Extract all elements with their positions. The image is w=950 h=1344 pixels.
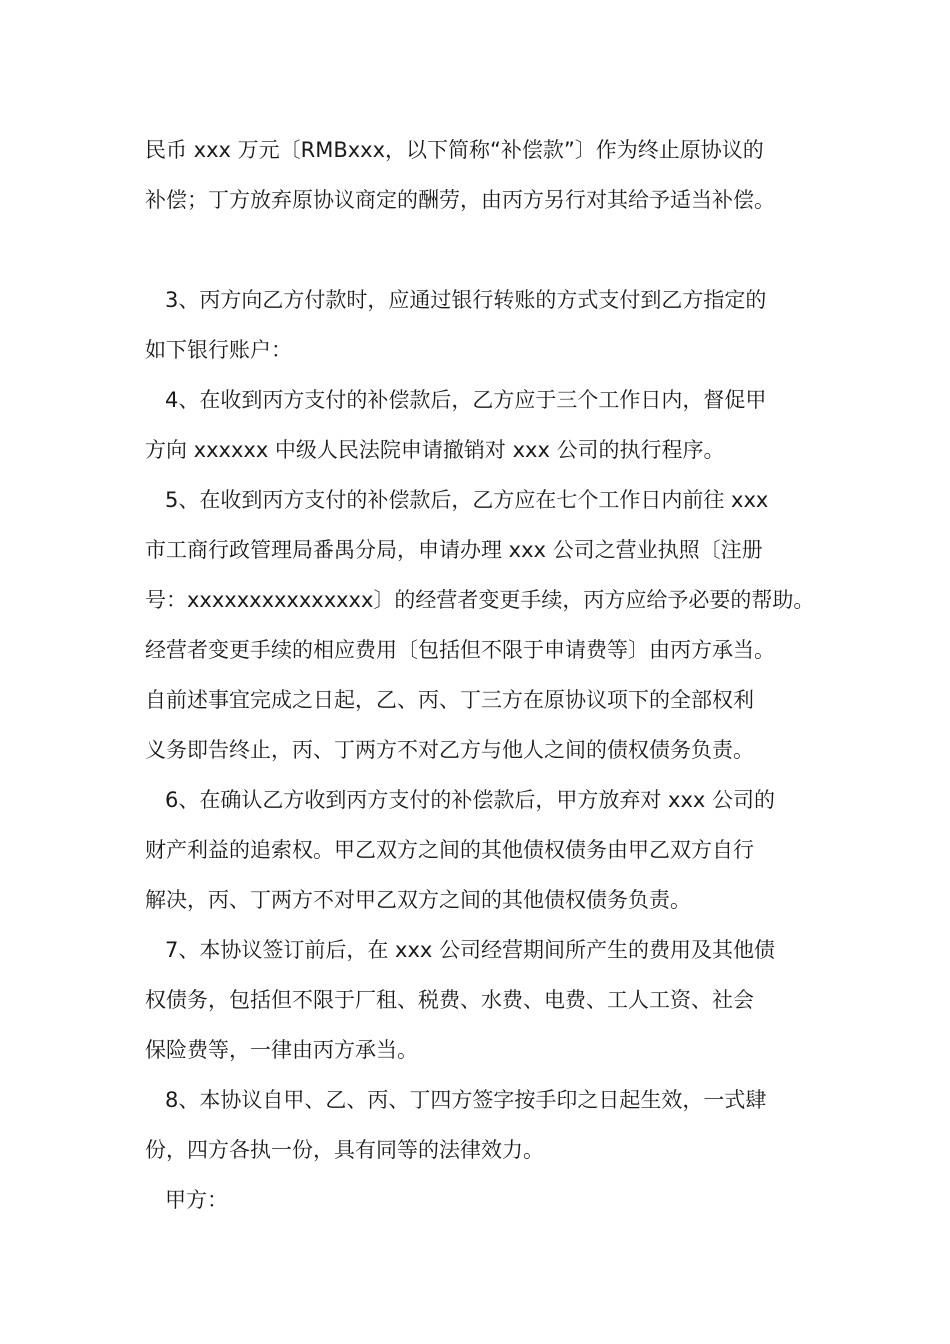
text-line: 6、在确认乙方收到丙方支付的补偿款后，甲方放弃对 xxx 公司的	[165, 788, 775, 812]
text-line: 经营者变更手续的相应费用〔包括但不限于申请费等〕由丙方承当。	[145, 638, 775, 662]
text-line: 补偿；丁方放弃原协议商定的酬劳，由丙方另行对其给予适当补偿。	[145, 188, 775, 212]
paragraph-clause-3	[145, 275, 815, 375]
text-line: 如下银行账户：	[145, 338, 292, 362]
text-line: 保险费等，一律由丙方承当。	[145, 1038, 418, 1062]
text-line: 份，四方各执一份，具有同等的法律效力。	[145, 1138, 544, 1162]
text-line: 权债务，包括但不限于厂租、税费、水费、电费、工人工资、社会	[145, 988, 754, 1012]
text-line: 号：xxxxxxxxxxxxxxx〕的经营者变更手续，丙方应给予必要的帮助。	[145, 588, 815, 612]
text-line: 方向 xxxxxx 中级人民法院申请撤销对 xxx 公司的执行程序。	[145, 438, 725, 462]
text-line: 4、在收到丙方支付的补偿款后，乙方应于三个工作日内，督促甲	[165, 388, 767, 412]
paragraph-compensation	[145, 125, 815, 225]
text-line: 5、在收到丙方支付的补偿款后，乙方应在七个工作日内前往 xxx	[165, 488, 769, 512]
text-line: 民币 xxx 万元〔RMBxxx，以下简称“补偿款”〕作为终止原协议的	[145, 138, 764, 162]
paragraph-clause-4	[145, 375, 815, 475]
paragraph-clause-5	[145, 475, 815, 775]
party-a-label: 甲方：	[165, 1188, 228, 1212]
text-line: 8、本协议自甲、乙、丙、丁四方签字按手印之日起生效，一式肆	[165, 1088, 767, 1112]
paragraph-clause-7	[145, 925, 815, 1075]
text-line: 7、本协议签订前后，在 xxx 公司经营期间所产生的费用及其他债	[165, 938, 775, 962]
signature-party-a	[145, 1175, 815, 1225]
text-line: 市工商行政管理局番禺分局，申请办理 xxx 公司之营业执照〔注册	[145, 538, 763, 562]
paragraph-clause-6	[145, 775, 815, 925]
text-line: 财产利益的追索权。甲乙双方之间的其他债权债务由甲乙双方自行	[145, 838, 754, 862]
text-line: 自前述事宜完成之日起，乙、丙、丁三方在原协议项下的全部权利	[145, 688, 754, 712]
paragraph-clause-8	[145, 1075, 815, 1175]
text-line: 义务即告终止，丙、丁两方不对乙方与他人之间的债权债务负责。	[145, 738, 754, 762]
text-line: 解决，丙、丁两方不对甲乙双方之间的其他债权债务负责。	[145, 888, 691, 912]
text-line: 3、丙方向乙方付款时，应通过银行转账的方式支付到乙方指定的	[165, 288, 767, 312]
